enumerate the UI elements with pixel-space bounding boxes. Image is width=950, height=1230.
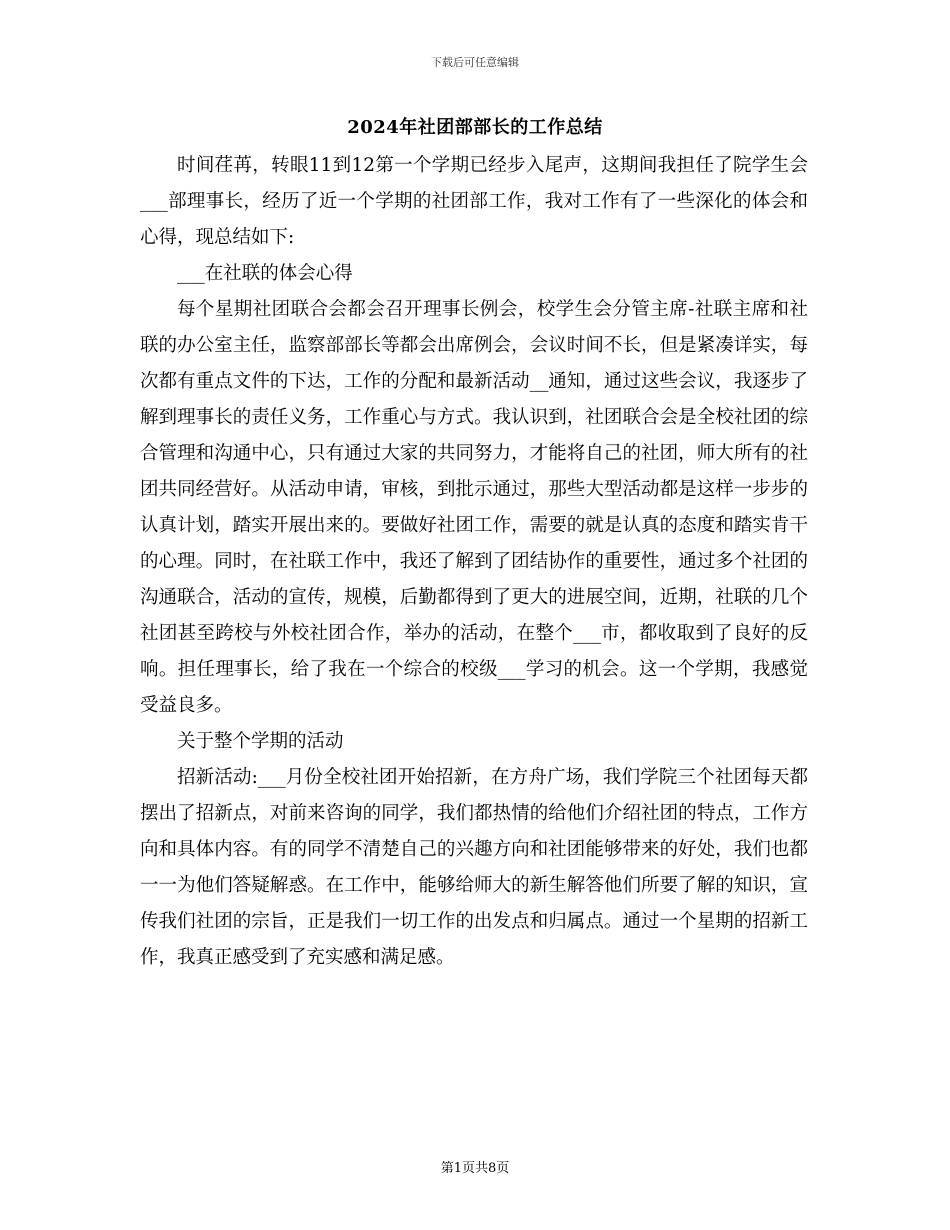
section-heading-activities: 关于整个学期的活动: [177, 731, 344, 752]
paragraph-recruitment: 招新活动:___月份全校社团开始招新，在方舟广场，我们学院三个社团每天都摆出了招新点，对前来咨询的同学，我们都热情的给他们介绍社团的特点，工作方向和具体内容。有的同学不清楚自己的兴趣方向和社团能够带来的好处，我们也都一一为他们答疑解惑。在工作中，能够给师大的新生解答他们所要了解的知识，宣传我们社团的宗旨，正是我们一切工作的出发点和归属点。通过一个星期的招新工作，我真正感受到了充实感和满足感。: [140, 767, 808, 968]
paragraph-experience: 每个星期社团联合会都会召开理事长例会，校学生会分管主席-社联主席和社联的办公室主任，监察部部长等都会出席例会，会议时间不长，但是紧凑详实，每次都有重点文件的下达，工作的分配和最新活动__通知，通过这些会议，我逐步了解到理事长的责任义务，工作重心与方式。我认识到，社团联合会是全校社团的综合管理和沟通中心，只有通过大家的共同努力，才能将自己的社团，师大所有的社团共同经营好。从活动申请，审核，到批示通过，那些大型活动都是这样一步步的认真计划，踏实开展出来的。要做好社团工作，需要的就是认真的态度和踏实肯干的心理。同时，在社联工作中，我还了解到了团结协作的重要性，通过多个社团的沟通联合，活动的宣传，规模，后勤都得到了更大的进展空间，近期，社联的几个社团甚至跨校与外校社团合作，举办的活动，在整个___市，都收取到了良好的反响。担任理事长，给了我在一个综合的校级___学习的机会。这一个学期，我感觉受益良多。: [140, 299, 808, 716]
section-heading-experience: ___在社联的体会心得: [177, 263, 353, 284]
document-body: [140, 148, 808, 976]
document-title: 2024年社团部部长的工作总结: [347, 117, 603, 138]
paragraph-intro: 时间荏苒，转眼11到12第一个学期已经步入尾声，这期间我担任了院学生会___部理事长，经历了近一个学期的社团部工作，我对工作有了一些深化的体会和心得，现总结如下:: [140, 155, 808, 248]
page-indicator: 第1页共8页: [440, 1161, 510, 1176]
header-note: 下载后可任意编辑: [431, 56, 519, 69]
